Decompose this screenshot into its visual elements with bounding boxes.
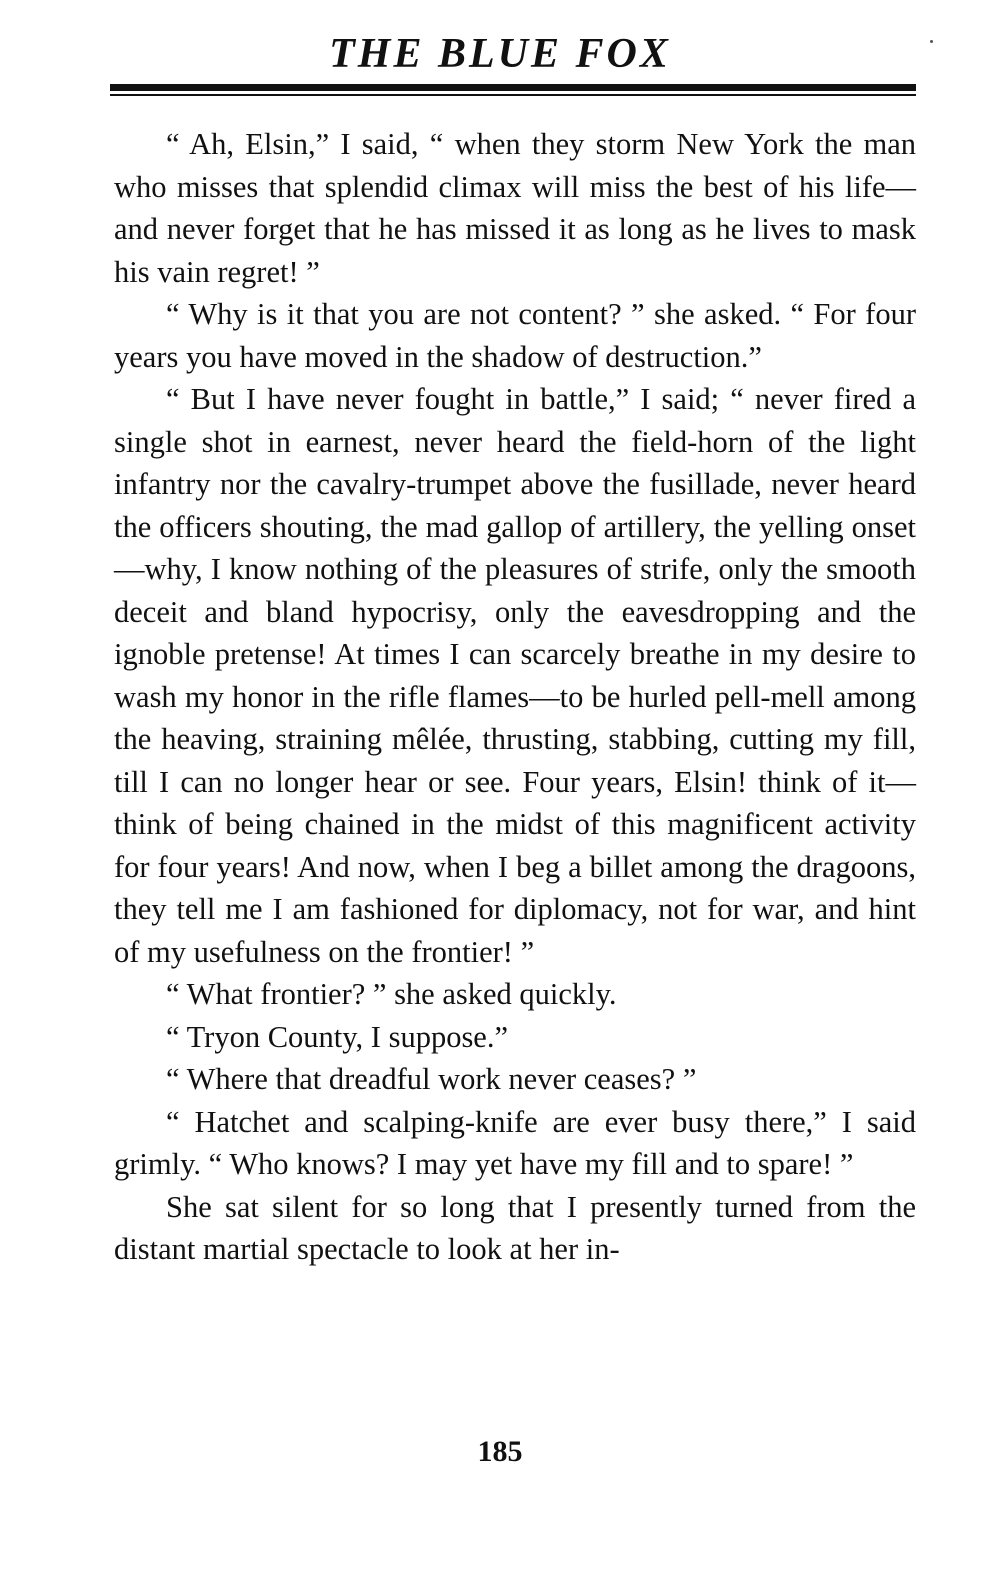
paragraph: “ But I have never fought in battle,” I said; “ never fired a single shot in earnest, never heard the field-horn of the light infantry nor the cavalry-trumpet above the fusillade, never heard the officers shouting, the mad gallop of artillery, the yelling onset—why, I know nothing of the pleasures of strife, only the smooth deceit and bland hypocrisy, only the eavesdropping and the ignoble pretense! At times I can scarcely breathe in my desire to wash my honor in the rifle flames—to be hurled pell-mell among the heaving, straining mêlée, thrusting, stabbing, cutting my fill, till I can no longer hear or see. Four years, Elsin! think of it—think of being chained in the midst of this magnificent activity for four years! And now, when I beg a billet among the dragoons, they tell me I am fashioned for diplomacy, not for war, and hint of my usefulness on the frontier! ”	[114, 382, 916, 969]
paragraph: “ What frontier? ” she asked quickly.	[166, 977, 617, 1011]
paragraph: “ Why is it that you are not content? ” she asked. “ For four years you have moved in the shadow of destruction.”	[114, 297, 916, 374]
page-title: THE BLUE FOX	[329, 31, 671, 77]
paragraph: “ Hatchet and scalping-knife are ever busy there,” I said grimly. “ Who knows? I may yet have my fill and to spare! ”	[114, 1104, 916, 1181]
print-speck	[930, 40, 933, 43]
body-text	[114, 123, 916, 1271]
page-number: 185	[477, 1435, 523, 1468]
paragraph: “ Tryon County, I suppose.”	[166, 1019, 509, 1054]
paragraph: “ Ah, Elsin,” I said, “ when they storm New York the man who misses that splendid climax will miss the best of his life—and never forget that he has missed it as long as he lives to mask his vain regret! ”	[114, 127, 916, 289]
header-rule-thin	[110, 94, 916, 96]
paragraph: “ Where that dreadful work never ceases? ”	[166, 1062, 697, 1096]
paragraph: She sat silent for so long that I presently turned from the distant martial spectacle to look at her in-	[114, 1189, 916, 1266]
header-rule-thick	[110, 84, 916, 91]
